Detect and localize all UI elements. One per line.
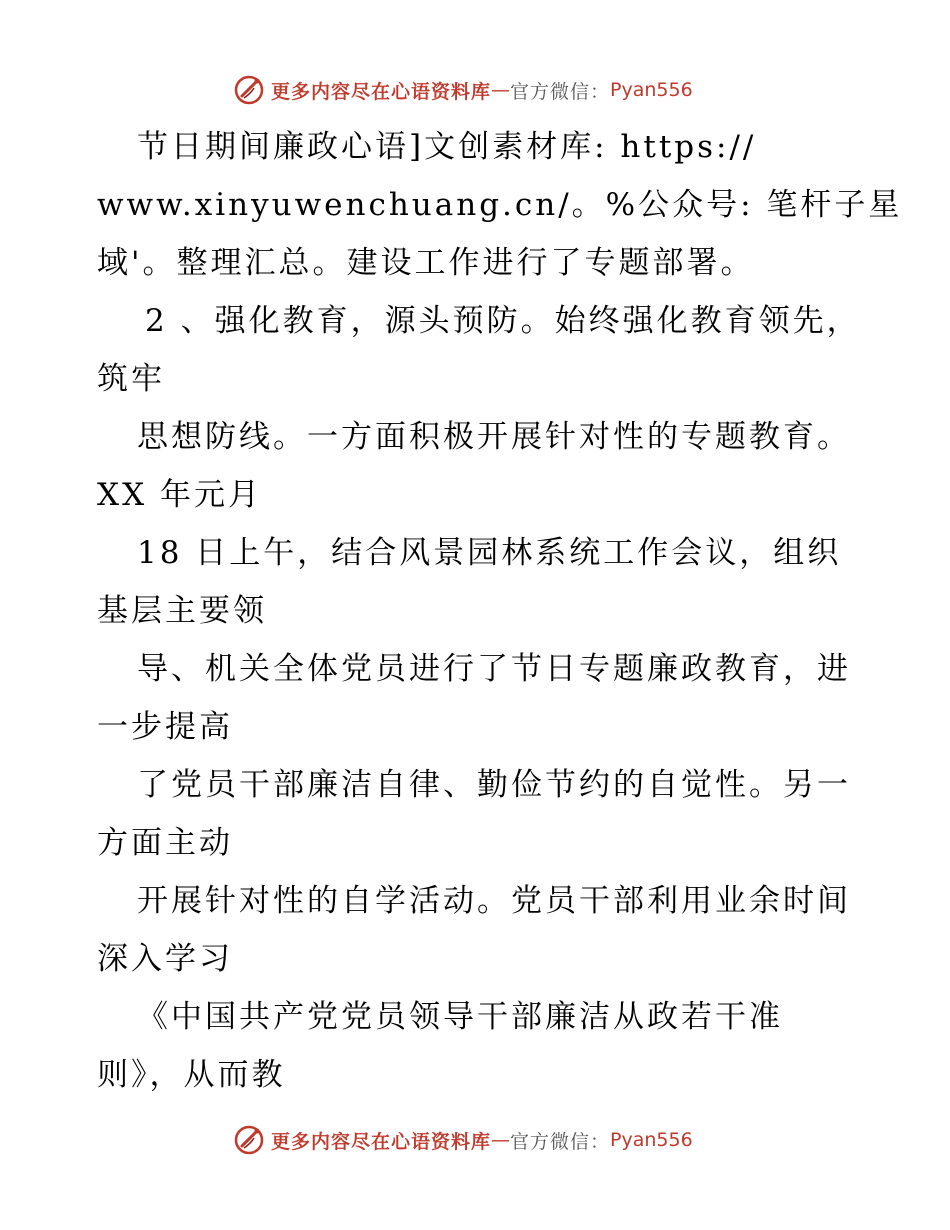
text-line: 开展针对性的自学活动。党员干部利用业余时间 [137, 883, 851, 919]
watermark-label: 官方微信： [510, 80, 611, 103]
watermark-brand: 更多内容尽在心语资料库 [271, 80, 492, 103]
text-line: 思想防线。一方面积极开展针对性的专题教育。 [137, 419, 851, 455]
text-line: 2 、强化教育，源头预防。始终强化教育领先， [145, 303, 861, 339]
watermark-handle: Pyan556 [610, 1129, 693, 1151]
text-line: 基层主要领 [97, 593, 267, 629]
watermark-dash: — [491, 79, 511, 101]
text-line: 了党员干部廉洁自律、勤俭节约的自觉性。另一 [137, 767, 851, 803]
text-line: 方面主动 [97, 825, 233, 861]
text-line: 域'。整理汇总。建设工作进行了专题部署。 [97, 245, 755, 281]
watermark-label: 官方微信： [510, 1130, 611, 1153]
watermark-brand: 更多内容尽在心语资料库 [271, 1130, 492, 1153]
watermark-dash: — [491, 1129, 511, 1151]
text-line: 导、机关全体党员进行了节日专题廉政教育，进 [137, 651, 851, 687]
quill-seal-logo-icon [233, 74, 265, 106]
watermark-handle: Pyan556 [610, 79, 693, 101]
text-line: 则》，从而教 [97, 1057, 286, 1093]
text-line: 《中国共产党党员领导干部廉洁从政若干准 [137, 999, 783, 1035]
text-line: 18 日上午，结合风景园林系统工作会议，组织 [137, 535, 842, 571]
text-line: 一步提高 [97, 709, 233, 745]
text-line: www.xinyuwenchuang.cn/。%公众号: 笔杆子星 [97, 187, 903, 223]
watermark-footer [233, 1120, 693, 1160]
text-line: 深入学习 [97, 941, 233, 977]
text-line: 筑牢 [97, 361, 165, 397]
quill-seal-logo-icon [233, 1124, 265, 1156]
watermark-header [233, 70, 693, 110]
text-line: XX 年元月 [97, 477, 262, 513]
text-line: 节日期间廉政心语]文创素材库: https:// [137, 129, 757, 165]
